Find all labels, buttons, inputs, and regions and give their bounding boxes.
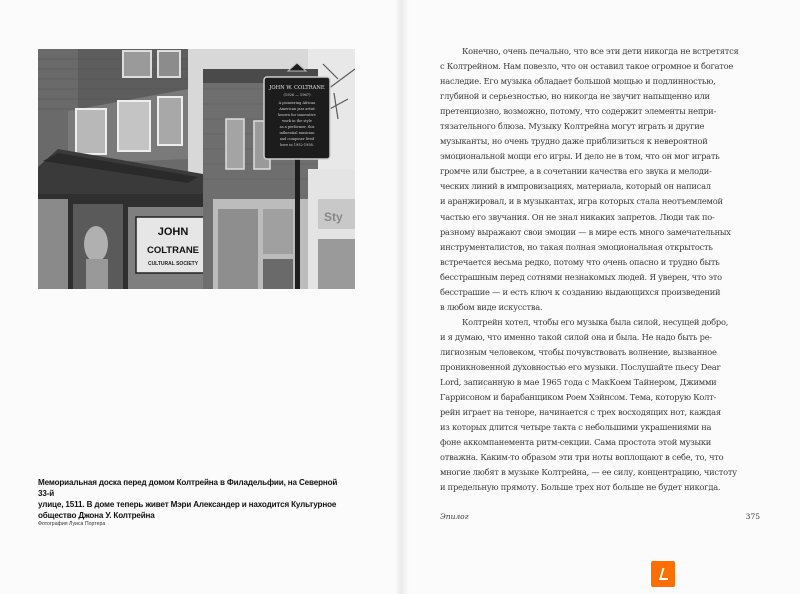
window-text-coltrane: COLTRANE [146, 245, 200, 256]
coltrane-house-photo [38, 49, 355, 289]
window-text-john: JOHN [157, 226, 189, 238]
photo-credit: Фотография Луиса Портера [38, 521, 106, 527]
text-line: инструменталистов, но такая полная эмоциональная открытость [440, 241, 713, 252]
text-line: проникновенной духовностью его музыки. Послушайте пьесу Dear [440, 361, 721, 372]
text-line: с Колтрейном. Нам повезло, что он оставил такое огромное и богатое [440, 61, 734, 72]
caption-line: Мемориальная доска перед домом Колтрейна в Филадельфии, на Северной 33-й [38, 478, 338, 498]
text-line: претенциозно, возможно, потому, что содержит элементы непри- [440, 106, 716, 117]
sign-line: as a performer, this [279, 125, 315, 129]
text-line: наследие. Его музыка обладает большой мощью и подлинностью, [440, 76, 716, 87]
book-gutter [395, 0, 409, 594]
text-line: частью его звучания. Он не знал никаких запретов. Люди так по- [440, 211, 715, 222]
text-line: Конечно, очень печально, что все эти дети никогда не встретятся [462, 46, 739, 56]
caption-line: улице, 1511. В доме теперь живет Мэри Александер и находится Культурное [38, 500, 337, 509]
text-line: Lord, записанную в мае 1965 года с МакКоем Тайнером, Джимми [440, 377, 717, 388]
text-line: Колтрейн хотел, чтобы его музыка была силой, несущей добро, [462, 316, 729, 327]
text-line: фоне аккомпанемента ритм-секции. Сама простота этой музыки [440, 437, 712, 448]
text-line: многие любят в музыке Колтрейна, — ее силу, концентрацию, чистоту [440, 467, 737, 478]
text-line: тязательного блюза. Музыку Колтрейна могут играть и другие [440, 121, 705, 132]
logo-glyph-icon [656, 566, 670, 582]
sign-line: American jazz artist [279, 107, 315, 111]
text-line: бесстрашие — и есть ключ к созданию выдающихся произведений [440, 286, 721, 297]
text-line: и я думаю, что именно такой силой она и была. Не надо быть ре- [440, 331, 712, 342]
text-line: ческих линий в импровизациях, материала, который он написал [440, 181, 711, 192]
sign-line: known for innovative [278, 113, 316, 117]
publisher-logo-icon [651, 561, 675, 587]
text-line: глубиной и серьезностью, но никогда не звучит напыщенно или [440, 91, 710, 102]
sign-line: A pioneering African [278, 101, 316, 105]
text-line: бесстрашным перед сотнями незнакомых людей. Я уверен, что это [440, 271, 722, 282]
photo-caption [38, 477, 338, 521]
photo-illustration [38, 49, 355, 289]
text-line: в любом виде искусства. [440, 301, 543, 312]
text-line: и предельную прямоту. Больше трех нот больше не будет никогда. [440, 482, 721, 493]
page-number: 375 [745, 512, 760, 521]
sign-line: here in 1952-1958. [280, 143, 314, 147]
sign-years: (1926 — 1967) [283, 93, 311, 97]
epilogue-text [440, 44, 760, 495]
text-line: разному выражают свои эмоции — в мире есть много замечательных [440, 226, 731, 237]
window-text-society: CULTURAL SOCIETY [147, 261, 199, 267]
text-line: Гаррисоном и барабанщиком Роем Хэйнсом. Тема, которую Колт- [440, 392, 717, 403]
text-line: и аранжировал, и в музыкантах, игра которых стала неотъемлемой [440, 196, 723, 207]
sign-title: JOHN W. COLTRANE [269, 85, 325, 91]
text-line: лигиозным человеком, чтобы почувствовать волнение, вызванное [440, 346, 717, 357]
text-line: рейн играет на теноре, начинается с трех восходящих нот, каждая [440, 407, 721, 418]
text-line: эмоциональной мощи его игры. И дело не в том, что он мог играть [440, 151, 720, 162]
text-line: из которых длится четыре такта с небольшими украшениями на [440, 422, 712, 433]
caption-line: общество Джона У. Колтрейна [38, 511, 155, 520]
text-line: отважна. Каким-то образом эти три ноты воплощают в себе, то, что [440, 452, 724, 463]
text-line: музыканты, но очень трудно даже приблизиться к невероятной [440, 136, 708, 147]
sign-line: influential musician [279, 131, 315, 135]
sign-line: work in the style [282, 119, 312, 123]
text-line: встречается весьма редко, потому что очень опасно и трудно быть [440, 256, 720, 267]
running-footer-section: Эпилог [440, 512, 469, 521]
shop-sign-text: Sty [324, 210, 343, 224]
text-line: громче или быстрее, а в сочетании качества его звука и мелоди- [440, 166, 712, 177]
sign-line: and composer lived [279, 137, 315, 141]
